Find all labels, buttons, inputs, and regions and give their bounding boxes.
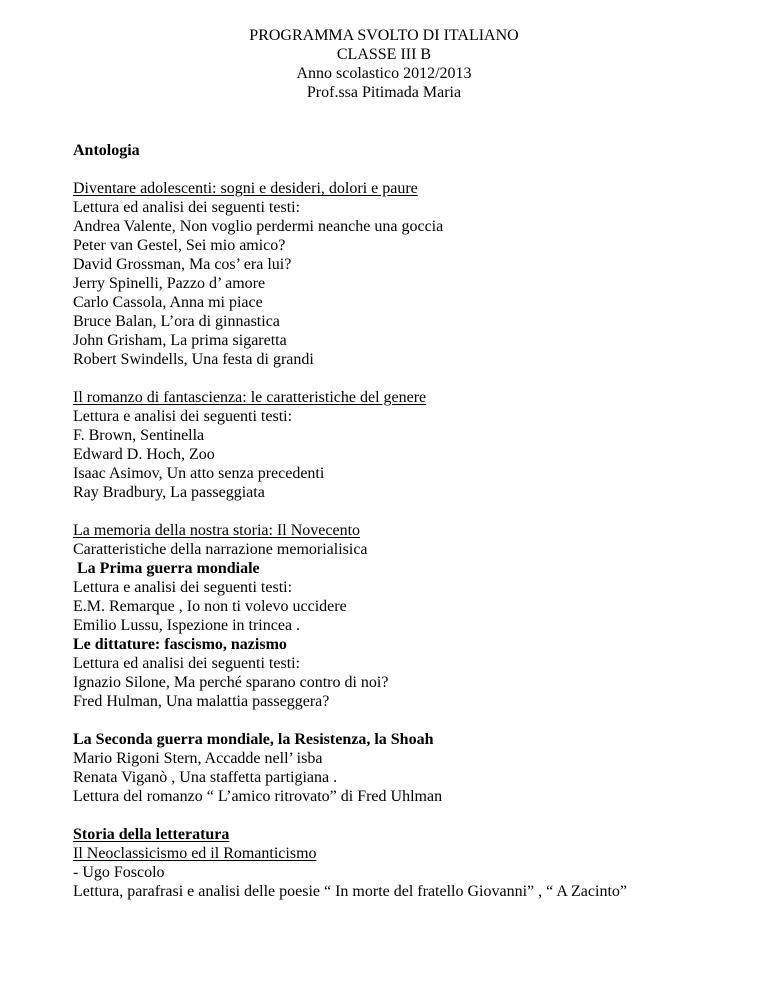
list-item: Mario Rigoni Stern, Accadde nell’ isba bbox=[73, 750, 323, 767]
list-item: Fred Hulman, Una malattia passeggera? bbox=[73, 693, 330, 710]
list-item: Edward D. Hoch, Zoo bbox=[73, 446, 215, 463]
list-item: John Grisham, La prima sigaretta bbox=[73, 332, 287, 349]
section-intro: Lettura ed analisi dei seguenti testi: bbox=[73, 655, 301, 672]
list-item: Ray Bradbury, La passeggiata bbox=[73, 484, 265, 501]
list-item: F. Brown, Sentinella bbox=[73, 427, 205, 444]
header-title: PROGRAMMA SVOLTO DI ITALIANO bbox=[249, 27, 519, 44]
list-item: Emilio Lussu, Ispezione in trincea . bbox=[73, 617, 301, 634]
antologia-title: Antologia bbox=[73, 142, 140, 159]
subheading-prima-guerra: La Prima guerra mondiale bbox=[73, 560, 260, 577]
section-heading-novecento: La memoria della nostra storia: Il Novecento bbox=[73, 522, 361, 539]
list-item: David Grossman, Ma cos’ era lui? bbox=[73, 256, 292, 273]
section-intro: Lettura e analisi dei seguenti testi: bbox=[73, 579, 293, 596]
document-body bbox=[73, 141, 753, 901]
list-item: Renata Viganò , Una staffetta partigiana . bbox=[73, 769, 338, 786]
list-item: Isaac Asimov, Un atto senza precedenti bbox=[73, 465, 325, 482]
list-item: Andrea Valente, Non voglio perdermi neanche una goccia bbox=[73, 218, 444, 235]
storia-title: Storia della letteratura bbox=[73, 826, 230, 843]
header-class: CLASSE III B bbox=[336, 46, 432, 63]
section-intro: Lettura e analisi dei seguenti testi: bbox=[73, 408, 293, 425]
section-heading-romanticismo: Il Neoclassicismo ed il Romanticismo bbox=[73, 845, 317, 862]
section-heading-fantascienza: Il romanzo di fantascienza: le caratteristiche del genere bbox=[73, 389, 427, 406]
header-teacher: Prof.ssa Pitimada Maria bbox=[306, 84, 462, 101]
list-item: Jerry Spinelli, Pazzo d’ amore bbox=[73, 275, 266, 292]
section-description: Caratteristiche della narrazione memorialisica bbox=[73, 541, 368, 558]
list-item: Lettura del romanzo “ L’amico ritrovato” di Fred Uhlman bbox=[73, 788, 443, 805]
section-heading-adolescenti: Diventare adolescenti: sogni e desideri, dolori e paure bbox=[73, 180, 418, 197]
list-item: Bruce Balan, L’ora di ginnastica bbox=[73, 313, 280, 330]
list-item: Ignazio Silone, Ma perché sparano contro di noi? bbox=[73, 674, 389, 691]
section-heading-seconda-guerra: La Seconda guerra mondiale, la Resistenza, la Shoah bbox=[73, 731, 434, 748]
reading-description: Lettura, parafrasi e analisi delle poesie “ In morte del fratello Giovanni” , “ A Zacinto” bbox=[73, 883, 627, 900]
subheading-dittature: Le dittature: fascismo, nazismo bbox=[73, 636, 287, 653]
list-item: E.M. Remarque , Io non ti volevo uccidere bbox=[73, 598, 347, 615]
header-school-year: Anno scolastico 2012/2013 bbox=[296, 65, 472, 82]
section-intro: Lettura ed analisi dei seguenti testi: bbox=[73, 199, 301, 216]
document-header bbox=[0, 26, 768, 102]
list-item: Carlo Cassola, Anna mi piace bbox=[73, 294, 263, 311]
list-item: Robert Swindells, Una festa di grandi bbox=[73, 351, 314, 368]
list-item: Peter van Gestel, Sei mio amico? bbox=[73, 237, 286, 254]
author-item: - Ugo Foscolo bbox=[73, 864, 165, 881]
